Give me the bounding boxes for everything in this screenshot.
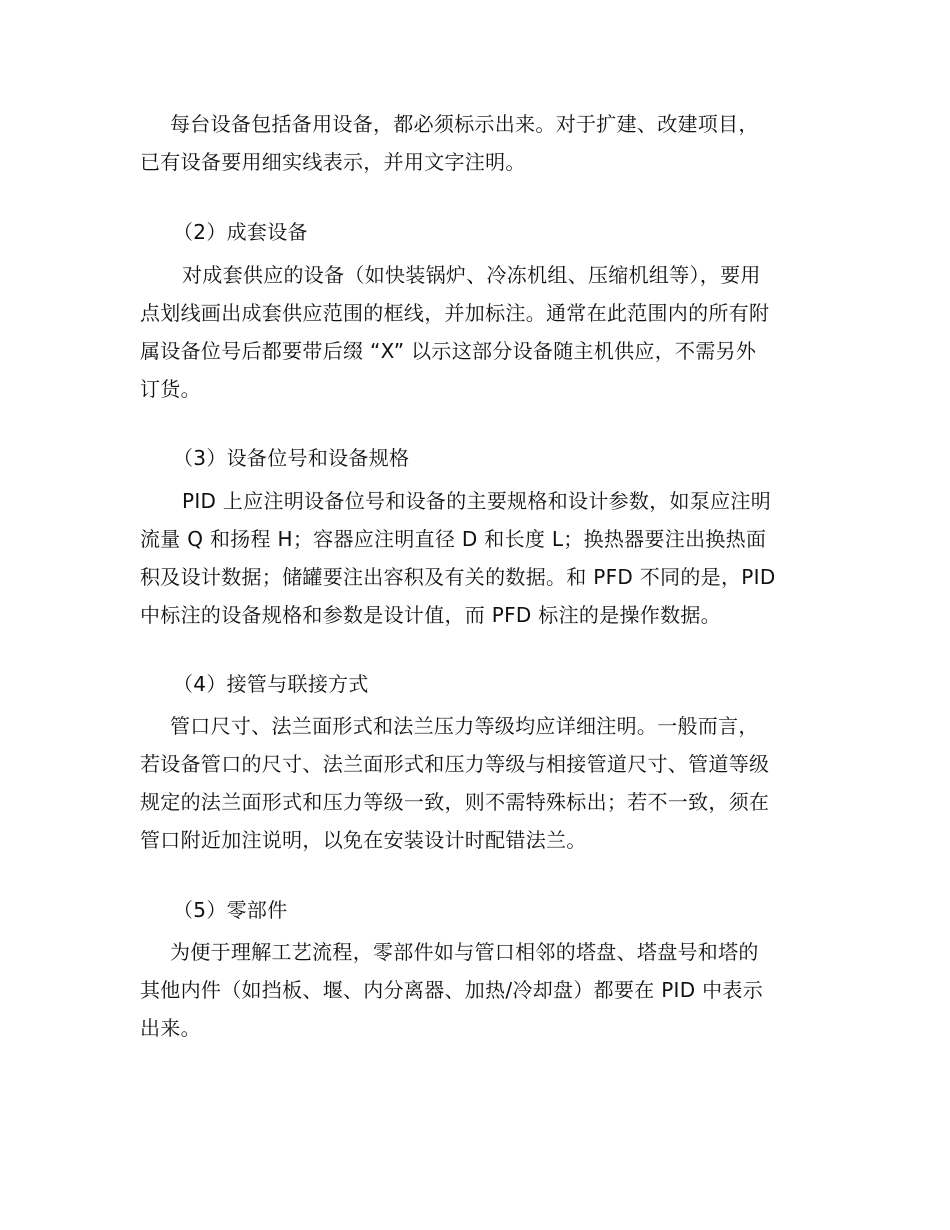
paragraph-line: 中标注的设备规格和参数是设计值，而 PFD 标注的是操作数据。 xyxy=(140,603,721,627)
paragraph-line: 已有设备要用细实线表示，并用文字注明。 xyxy=(140,150,526,174)
intro-paragraph xyxy=(140,105,812,181)
paragraph-line: 订货。 xyxy=(140,377,201,401)
paragraph-line: 规定的法兰面形式和压力等级一致，则不需特殊标出；若不一致，须在 xyxy=(140,790,770,814)
paragraph-line: 其他内件（如挡板、堰、内分离器、加热/冷却盘）都要在 PID 中表示 xyxy=(140,978,764,1002)
paragraph-line: 属设备位号后都要带后缀 “X” 以示这部分设备随主机供应，不需另外 xyxy=(140,339,757,363)
paragraph-line: 积及设计数据；储罐要注出容积及有关的数据。和 PFD 不同的是，PID xyxy=(140,565,776,589)
section-heading-5: （5）零部件 xyxy=(173,898,288,922)
section-2-paragraph xyxy=(140,256,812,408)
section-heading-2: （2）成套设备 xyxy=(173,220,308,244)
paragraph-line: 出来。 xyxy=(140,1016,201,1040)
paragraph-line: 若设备管口的尺寸、法兰面形式和压力等级与相接管道尺寸、管道等级 xyxy=(140,752,770,776)
section-5-paragraph xyxy=(140,933,812,1047)
paragraph-line: 管口附近加注说明，以免在安装设计时配错法兰。 xyxy=(140,828,587,852)
paragraph-line: 点划线画出成套供应范围的框线，并加标注。通常在此范围内的所有附 xyxy=(140,301,770,325)
section-4-paragraph xyxy=(140,707,812,859)
paragraph-line: 流量 Q 和扬程 H；容器应注明直径 D 和长度 L；换热器要注出换热面 xyxy=(140,527,767,551)
paragraph-line: 管口尺寸、法兰面形式和法兰压力等级均应详细注明。一般而言， xyxy=(170,714,759,738)
paragraph-line: PID 上应注明设备位号和设备的主要规格和设计参数，如泵应注明 xyxy=(182,489,772,513)
section-heading-3: （3）设备位号和设备规格 xyxy=(173,446,410,470)
paragraph-line: 对成套供应的设备（如快装锅炉、冷冻机组、压缩机组等），要用 xyxy=(182,263,761,287)
section-3-paragraph xyxy=(140,482,812,634)
paragraph-line: 为便于理解工艺流程，零部件如与管口相邻的塔盘、塔盘号和塔的 xyxy=(170,940,759,964)
section-heading-4: （4）接管与联接方式 xyxy=(173,672,369,696)
paragraph-line: 每台设备包括备用设备，都必须标示出来。对于扩建、改建项目， xyxy=(170,112,759,136)
